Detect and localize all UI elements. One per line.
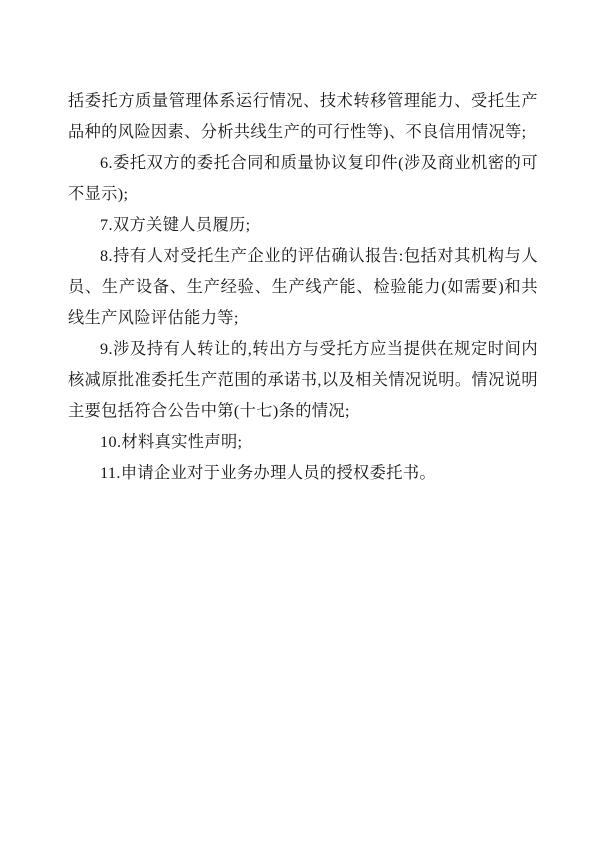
paragraph-item-8: 8.持有人对受托生产企业的评估确认报告:包括对其机构与人员、生产设备、生产经验、生产线产能、检验能力(如需要)和共线生产风险评估能力等; xyxy=(68,247,538,327)
document-body xyxy=(68,86,538,489)
paragraph-item-9: 9.涉及持有人转让的,转出方与受托方应当提供在规定时间内核减原批准委托生产范围的承诺书,以及相关情况说明。情况说明主要包括符合公告中第(十七)条的情况; xyxy=(68,340,538,420)
paragraph-item-7: 7.双方关键人员履历; xyxy=(100,216,251,234)
paragraph-continued: 括委托方质量管理体系运行情况、技术转移管理能力、受托生产品种的风险因素、分析共线生产的可行性等)、不良信用情况等; xyxy=(68,92,538,141)
paragraph-item-6: 6.委托双方的委托合同和质量协议复印件(涉及商业机密的可不显示); xyxy=(68,154,538,203)
paragraph-item-10: 10.材料真实性声明; xyxy=(100,433,243,451)
paragraph-item-11: 11.申请企业对于业务办理人员的授权委托书。 xyxy=(100,464,436,482)
